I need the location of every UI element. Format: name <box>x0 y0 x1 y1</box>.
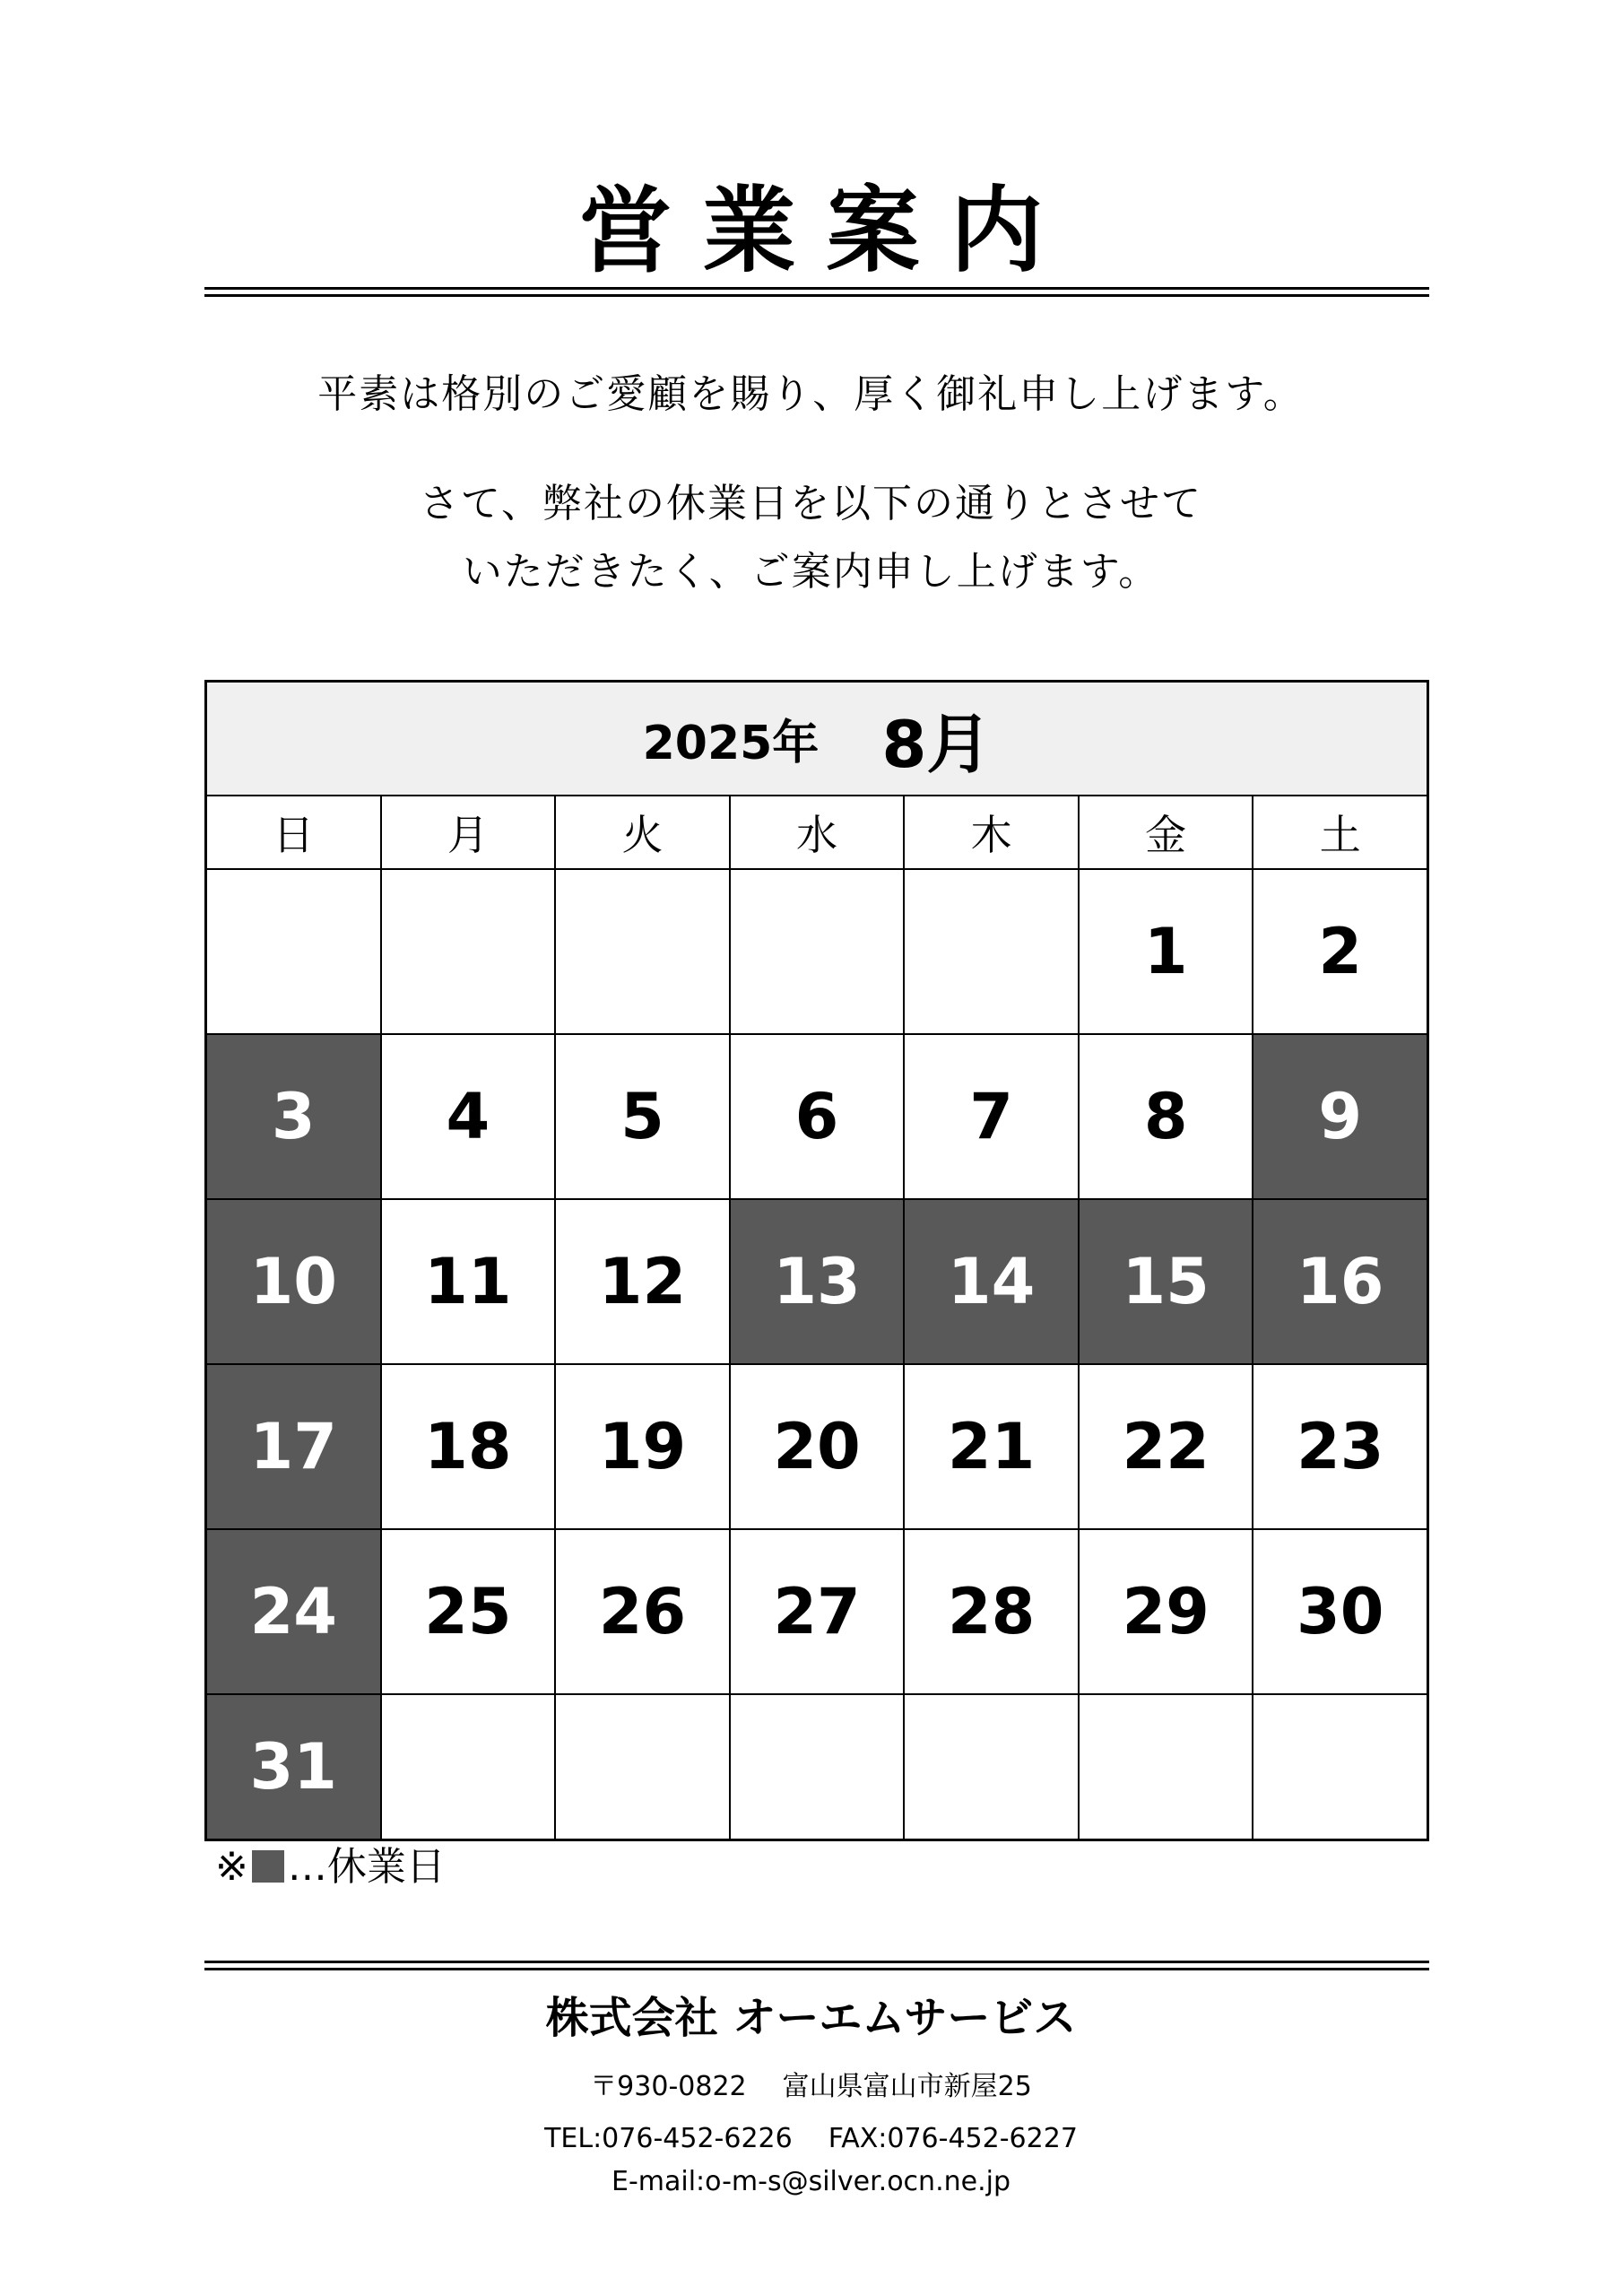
weekday-header-cell: 金 <box>1080 796 1254 868</box>
legend-text: …休業日 <box>287 1844 446 1890</box>
calendar-day: 30 <box>1297 1575 1384 1648</box>
calendar-week-row <box>207 1530 1427 1695</box>
calendar-day: 4 <box>382 1035 557 1198</box>
calendar-day-holiday: 17 <box>207 1365 382 1528</box>
calendar-day-empty <box>382 1695 557 1839</box>
company-address <box>0 2071 1622 2102</box>
calendar-day-empty <box>905 870 1080 1033</box>
holiday-swatch-icon <box>252 1850 284 1883</box>
contact-phone-fax <box>0 2123 1622 2154</box>
weekday-header-cell: 木 <box>905 796 1080 868</box>
footer-divider <box>204 1961 1429 1970</box>
weekday-header-cell: 日 <box>207 796 382 868</box>
calendar-day-holiday: 14 <box>905 1200 1080 1363</box>
calendar-day-holiday: 15 <box>1080 1200 1254 1363</box>
calendar-day-holiday: 13 <box>731 1200 906 1363</box>
calendar-day-holiday: 10 <box>207 1200 382 1363</box>
weekday-header-cell: 月 <box>382 796 557 868</box>
weekday-header-cell: 土 <box>1319 811 1361 859</box>
calendar-week-row <box>207 1695 1427 1839</box>
calendar-day: 19 <box>556 1365 731 1528</box>
calendar-day: 7 <box>905 1035 1080 1198</box>
company-name: 株式会社 オーエムサービス <box>545 1993 1077 2043</box>
calendar-day-holiday: 24 <box>207 1530 382 1693</box>
calendar-week-row <box>207 1365 1427 1530</box>
calendar-day: 20 <box>731 1365 906 1528</box>
calendar-day: 18 <box>382 1365 557 1528</box>
calendar-day: 28 <box>905 1530 1080 1693</box>
weekday-header-row <box>207 796 1427 870</box>
legend-prefix: ※ <box>215 1844 248 1890</box>
calendar-day-empty <box>1253 1695 1427 1839</box>
calendar-day-holiday: 16 <box>1253 1200 1427 1363</box>
calendar-week-row <box>207 870 1427 1035</box>
calendar-day: 2 <box>1318 915 1363 988</box>
calendar-day: 25 <box>382 1530 557 1693</box>
calendar-day: 1 <box>1080 870 1254 1033</box>
contact-email: E-mail:o-m-s@silver.ocn.ne.jp <box>612 2166 1010 2197</box>
title-divider <box>204 287 1429 297</box>
calendar-year: 2025年 <box>642 717 820 770</box>
calendar-day: 8 <box>1080 1035 1254 1198</box>
street-address: 富山県富山市新屋25 <box>782 2071 1032 2102</box>
calendar-day: 6 <box>731 1035 906 1198</box>
calendar-weeks <box>207 870 1427 1839</box>
calendar-day: 12 <box>556 1200 731 1363</box>
calendar-day-empty <box>382 870 557 1033</box>
calendar-week-row <box>207 1035 1427 1200</box>
calendar-day-holiday: 3 <box>207 1035 382 1198</box>
calendar-header <box>207 683 1427 796</box>
greeting-line-3: いただきたく、ご案内申し上げます。 <box>462 549 1160 595</box>
calendar-day: 27 <box>731 1530 906 1693</box>
greeting-line-2: さて、弊社の休業日を以下の通りとさせて <box>419 481 1203 526</box>
calendar-day: 22 <box>1080 1365 1254 1528</box>
tel-number: TEL:076-452-6226 <box>544 2123 793 2154</box>
calendar-day: 23 <box>1297 1410 1384 1483</box>
holiday-calendar <box>204 680 1429 1841</box>
calendar-day-empty <box>905 1695 1080 1839</box>
calendar-day-holiday: 31 <box>207 1695 382 1839</box>
calendar-day: 21 <box>905 1365 1080 1528</box>
calendar-day-empty <box>207 870 382 1033</box>
calendar-day: 5 <box>556 1035 731 1198</box>
calendar-day-empty <box>1080 1695 1254 1839</box>
calendar-day: 29 <box>1080 1530 1254 1693</box>
greeting-line-1: 平素は格別のご愛顧を賜り、厚く御礼申し上げます。 <box>317 371 1305 417</box>
page-title: 営業案内 <box>578 176 1074 285</box>
calendar-day-empty <box>731 1695 906 1839</box>
calendar-week-row <box>207 1200 1427 1365</box>
calendar-month: 8月 <box>881 706 992 782</box>
calendar-day: 11 <box>382 1200 557 1363</box>
calendar-day-empty <box>731 870 906 1033</box>
weekday-header-cell: 火 <box>556 796 731 868</box>
calendar-day-holiday: 9 <box>1253 1035 1427 1198</box>
holiday-legend <box>215 1844 446 1890</box>
fax-number: FAX:076-452-6227 <box>828 2123 1078 2154</box>
postal-code: 〒930-0822 <box>590 2071 747 2102</box>
calendar-day: 26 <box>556 1530 731 1693</box>
weekday-header-cell: 水 <box>731 796 906 868</box>
calendar-day-empty <box>556 1695 731 1839</box>
calendar-day-empty <box>556 870 731 1033</box>
